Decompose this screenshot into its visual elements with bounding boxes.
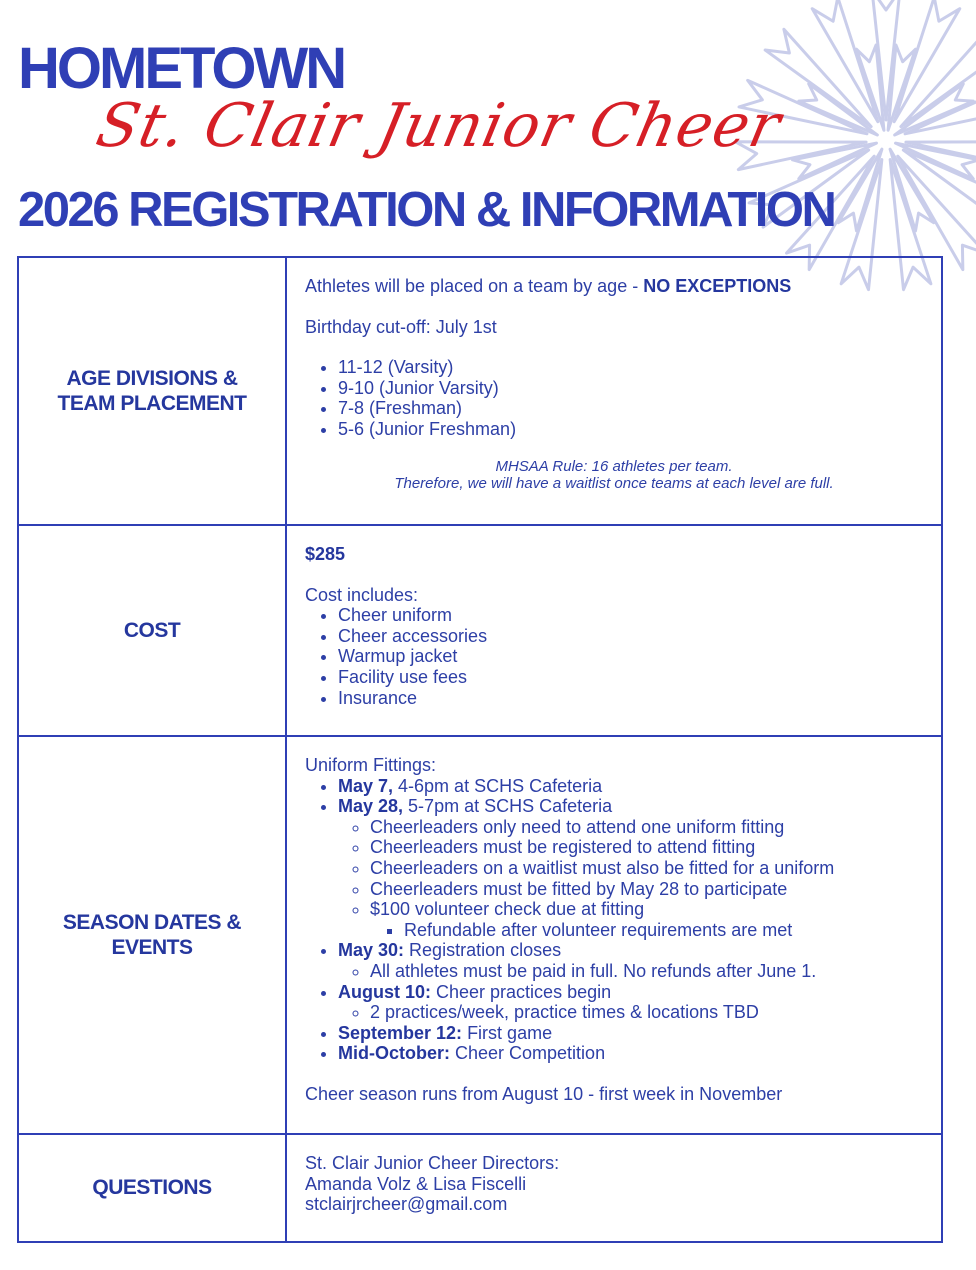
- cost-item: • Insurance: [338, 688, 923, 709]
- age-divisions-label: AGE DIVISIONS & TEAM PLACEMENT: [57, 366, 247, 415]
- fitting-note: ◦ Cheerleaders must be registered to attend fitting: [370, 837, 923, 858]
- event-date: Mid-October:: [338, 1043, 450, 1064]
- fitting-note: ◦ Cheerleaders on a waitlist must also be fitted for a uniform: [370, 858, 923, 879]
- cost-includes-label: Cost includes:: [305, 584, 419, 605]
- questions-label: QUESTIONS: [92, 1176, 212, 1200]
- event-item: [338, 940, 923, 981]
- price-value: $285: [305, 544, 346, 564]
- fitting-note: ◦ Cheerleaders must be fitted by May 28 to participate: [370, 879, 923, 900]
- rule-line-1: MHSAA Rule: 16 athletes per team.: [495, 457, 733, 475]
- event-date: May 28,: [338, 796, 404, 817]
- cost-label-cell: [18, 525, 286, 736]
- event-text: 4-6pm at SCHS Cafeteria: [393, 775, 603, 796]
- season-label: SEASON DATES & EVENTS: [62, 910, 242, 959]
- fitting-note: ◦ Cheerleaders only need to attend one uniform fitting: [370, 817, 923, 838]
- event-text: Registration closes: [404, 940, 562, 961]
- event-text: 5-7pm at SCHS Cafeteria: [403, 796, 613, 817]
- hometown-title: HOMETOWN: [18, 36, 345, 101]
- reg-close-notes: [338, 961, 923, 982]
- event-date: May 7,: [338, 775, 394, 796]
- rule-line-2: Therefore, we will have a waitlist once teams at each level are full.: [394, 474, 834, 492]
- placement-intro-text: Athletes will be placed on a team by age -: [305, 276, 644, 296]
- volunteer-check-note: $100 volunteer check due at fitting: [370, 899, 645, 920]
- contact-email[interactable]: stclairjrcheer@gmail.com: [305, 1194, 508, 1215]
- event-date: August 10:: [338, 981, 432, 1002]
- events-list: [305, 776, 923, 1064]
- event-text: First game: [462, 1022, 553, 1043]
- directors-label: St. Clair Junior Cheer Directors:: [305, 1153, 560, 1173]
- no-exceptions-text: NO EXCEPTIONS: [643, 276, 792, 296]
- fittings-label: Uniform Fittings:: [305, 755, 437, 775]
- event-date: September 12:: [338, 1022, 463, 1043]
- mhsaa-rule-note: [305, 458, 923, 492]
- directors-names: Amanda Volz & Lisa Fiscelli: [305, 1173, 527, 1194]
- questions-label-cell: [18, 1134, 286, 1242]
- season-runs-text: Cheer season runs from August 10 - first week in November: [305, 1083, 783, 1104]
- info-table: [17, 256, 943, 1243]
- event-item: [338, 982, 923, 1023]
- cost-row: [18, 525, 942, 736]
- division-list: [305, 357, 923, 439]
- season-row: [18, 736, 942, 1134]
- season-content-cell: [286, 736, 942, 1134]
- event-date: May 30:: [338, 940, 405, 961]
- price: [305, 544, 923, 565]
- cost-label: COST: [123, 618, 181, 642]
- event-item: [338, 1023, 923, 1044]
- practice-notes: [338, 1002, 923, 1023]
- cost-item: • Warmup jacket: [338, 646, 923, 667]
- event-text: Cheer practices begin: [431, 981, 612, 1002]
- season-label-cell: [18, 736, 286, 1134]
- division-item: • 7-8 (Freshman): [338, 398, 923, 419]
- fitting-notes-list: [338, 817, 923, 941]
- cost-item: • Cheer accessories: [338, 626, 923, 647]
- event-item: [338, 1043, 923, 1064]
- fitting-note: [370, 899, 923, 940]
- cost-item: • Facility use fees: [338, 667, 923, 688]
- placement-intro: [305, 276, 923, 297]
- age-content-cell: [286, 257, 942, 525]
- cost-content-cell: [286, 525, 942, 736]
- event-item: [338, 776, 923, 797]
- age-label-cell: [18, 257, 286, 525]
- questions-row: [18, 1134, 942, 1242]
- division-item: • 5-6 (Junior Freshman): [338, 419, 923, 440]
- reg-close-note: ◦ All athletes must be paid in full. No refunds after June 1.: [370, 961, 923, 982]
- age-divisions-row: [18, 257, 942, 525]
- division-item: • 9-10 (Junior Varsity): [338, 378, 923, 399]
- refund-note-list: [370, 920, 923, 941]
- birthday-cutoff: Birthday cut-off: July 1st: [305, 316, 497, 337]
- cost-item: • Cheer uniform: [338, 605, 923, 626]
- questions-content-cell: [286, 1134, 942, 1242]
- division-item: • 11-12 (Varsity): [338, 357, 923, 378]
- cost-items-list: [305, 605, 923, 708]
- registration-title: 2026 REGISTRATION & INFORMATION: [18, 183, 835, 237]
- practice-note: ◦ 2 practices/week, practice times & locations TBD: [370, 1002, 923, 1023]
- refund-note: ▪ Refundable after volunteer requirements are met: [404, 920, 923, 941]
- event-text: Cheer Competition: [450, 1043, 606, 1064]
- event-item: [338, 796, 923, 940]
- script-title: St. Clair Junior Cheer: [90, 91, 788, 161]
